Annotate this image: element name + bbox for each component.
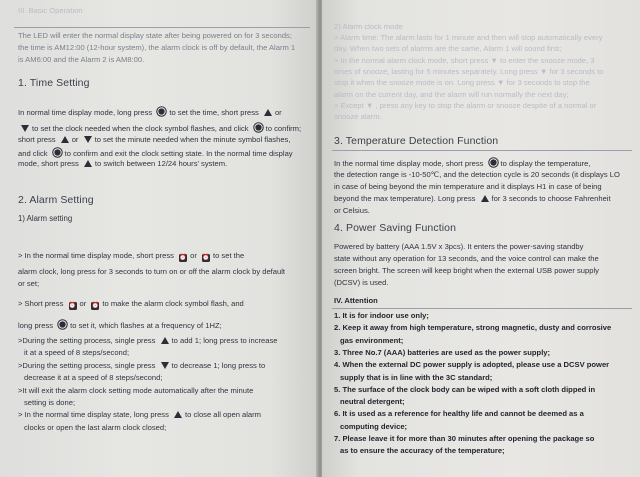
line-text: In normal time display mode, long press: [18, 108, 153, 117]
line-text: In the normal time display mode, short press: [334, 159, 484, 168]
alarm2-button-icon: ⏰: [202, 255, 210, 261]
line-text: to decrease 1; long press to: [171, 361, 266, 370]
time-setting-line: [18, 107, 282, 118]
line-text: to switch between 12/24 hours' system.: [94, 159, 228, 168]
set-gear-icon: [255, 124, 261, 130]
subheading-alarm-setting: 1) Alarm setting: [18, 214, 73, 223]
alarm-mode-line: times of snooze, lasting for 5 minutes separately. Long press ▼ for 3 seconds to: [334, 66, 604, 76]
alarm-mode-line: > In the normal alarm clock mode, short press ▼ to enter the snooze mode, 3: [334, 55, 595, 65]
attention-line: 1. It is for indoor use only;: [334, 311, 429, 320]
attention-line: as to ensure the accuracy of the temperature;: [340, 446, 505, 456]
heading-alarm-setting: 2. Alarm Setting: [18, 194, 94, 206]
alarm-mode-line: snooze alarm.: [334, 112, 382, 122]
up-triangle-icon: [264, 109, 272, 116]
line-text: or: [274, 108, 282, 117]
power-line: screen bright. The screen will keep bright when the external USB power supply: [334, 266, 599, 275]
line-text: it at a speed of 8 steps/second;: [24, 348, 130, 357]
alarm-setting-line: [18, 410, 261, 420]
alarm-setting-line: [18, 361, 265, 371]
left-page: [0, 0, 318, 477]
up-triangle-icon: [161, 337, 169, 344]
alarm-setting-line: [18, 299, 244, 310]
line-text: the detection range is -10-50℃, and the detection cycle is 20 seconds (it displays LO: [334, 170, 620, 179]
temperature-line: [334, 194, 611, 204]
up-triangle-icon: [174, 411, 182, 418]
intro-line: the time is AM12:00 (12-hour system), the alarm clock is off by default, the Alarm 1: [18, 43, 296, 52]
line-text: >During the setting process, single press: [18, 361, 156, 370]
line-text: to make the alarm clock symbol flash, and: [102, 299, 244, 308]
alarm1-button-icon: ⏰: [68, 303, 77, 309]
heading-attention: IV. Attention: [334, 296, 378, 305]
alarm-mode-line: day. When two sets of alarms are the same, Alarm 1 will sound first;: [334, 44, 562, 54]
line-text: to confirm;: [265, 124, 302, 133]
set-gear-icon: [54, 149, 60, 155]
alarm1-button-icon: ⏰: [179, 255, 187, 261]
down-triangle-icon: [161, 362, 169, 369]
line-text: to set the: [212, 251, 245, 260]
line-text: to set the time, short press: [169, 108, 259, 117]
line-text: alarm clock, long press for 3 seconds to turn on or off the alarm clock by default: [18, 267, 286, 276]
attention-line: supply that is in line with the 3C standard;: [340, 372, 493, 382]
heading-temperature: 3. Temperature Detection Function: [334, 135, 499, 147]
attention-line: 4. When the external DC power supply is adopted, please use a DCSV power: [334, 360, 610, 370]
line-text: and click: [18, 149, 48, 158]
line-text: to close all open alarm: [185, 410, 262, 419]
line-text: or set;: [18, 279, 40, 288]
line-text: mode, short press: [18, 159, 79, 168]
line-text: to set the minute needed when the minute symbol flashes,: [94, 135, 291, 144]
line-text: to display the temperature,: [500, 159, 591, 168]
right-page: [322, 0, 640, 477]
down-triangle-icon: [21, 125, 29, 132]
set-gear-icon: [60, 321, 66, 327]
section-title: III. Basic Operation: [18, 6, 83, 15]
line-text: to add 1; long press to increase: [171, 336, 278, 345]
time-setting-line: [18, 123, 301, 134]
line-text: or: [79, 299, 87, 308]
line-text: or Celsius.: [334, 206, 370, 215]
alarm2-button-icon: ⏰: [91, 303, 100, 309]
alarm-setting-line: [24, 348, 129, 358]
up-triangle-icon: [61, 136, 69, 143]
alarm-mode-line: > Except ▼ , press any key to stop the alarm or snooze despite of a normal or: [334, 100, 597, 110]
attention-rule: [332, 308, 632, 309]
power-line: Powered by battery (AAA 1.5V x 3pcs). It enters the power-saving standby: [334, 242, 584, 251]
line-text: short press: [18, 135, 56, 144]
line-text: or: [71, 135, 79, 144]
header-rule: [14, 27, 310, 28]
line-text: > Short press: [18, 299, 64, 308]
line-text: > In the normal time display state, long press: [18, 410, 169, 419]
up-triangle-icon: [481, 195, 489, 202]
intro-line: The LED will enter the normal display state after being powered on for 3 seconds;: [18, 31, 292, 40]
attention-line: 6. It is used as a reference for healthy life and cannot be deemed as a: [334, 409, 584, 419]
line-text: to confirm and exit the clock setting state. In the normal time display: [64, 149, 293, 158]
line-text: > In the normal time display mode, short press: [18, 251, 174, 260]
attention-line: neutral detergent;: [340, 397, 405, 407]
time-setting-line: [18, 148, 293, 159]
temperature-line: [334, 182, 602, 192]
attention-line: computing device;: [340, 421, 408, 431]
attention-line: 2. Keep it away from high temperature, strong magnetic, dusty and corrosive: [334, 323, 612, 333]
alarm-setting-line: [24, 373, 162, 383]
alarm-mode-line: > Alarm time: The alarm lasts for 1 minute and then will stop automatically every: [334, 33, 603, 42]
temperature-line: [334, 170, 620, 180]
alarm-setting-line: [24, 423, 166, 433]
alarm-setting-line: [18, 267, 285, 277]
alarm-setting-line: [18, 279, 39, 289]
line-text: beyond the max temperature). Long press: [334, 194, 476, 203]
heading-power: 4. Power Saving Function: [334, 222, 457, 234]
heading-time-setting: 1. Time Setting: [18, 77, 90, 89]
power-line: (DCSV) is used.: [334, 278, 389, 287]
power-line: state without any operation for 13 seconds, and the voice control can make the: [334, 254, 599, 263]
alarm-mode-line: alarm on the current day, and the alarm will run normally the next day;: [334, 89, 569, 99]
line-text: >During the setting process, single press: [18, 336, 156, 345]
heading-alarm-mode: 2) Alarm clock mode: [334, 22, 403, 31]
temperature-line: [334, 206, 370, 216]
section-rule: [332, 150, 632, 151]
alarm-setting-line: [18, 320, 222, 331]
line-text: long press: [18, 321, 54, 330]
alarm-mode-line: stop it when the snooze mode is on. Long press ▼ for 3 seconds to stop the: [334, 78, 590, 88]
temperature-line: [334, 158, 590, 169]
down-triangle-icon: [84, 136, 92, 143]
line-text: >It will exit the alarm clock setting mode automatically after the minute: [18, 386, 254, 395]
attention-line: 5. The surface of the clock body can be wiped with a soft cloth dipped in: [334, 384, 596, 394]
intro-line: is AM6:00 and the Alarm 2 is AM8:00.: [18, 55, 145, 64]
line-text: in case of being beyond the min temperature and it displays H1 in case of being: [334, 182, 602, 191]
time-setting-line: [18, 159, 227, 169]
line-text: clocks or open the last alarm clock closed;: [24, 423, 167, 432]
attention-line: 3. Three No.7 (AAA) batteries are used as the power supply;: [334, 347, 551, 357]
alarm-setting-line: [24, 398, 75, 408]
line-text: setting is done;: [24, 398, 76, 407]
line-text: to set the clock needed when the clock symbol flashes, and click: [32, 124, 249, 133]
alarm-setting-line: [18, 251, 244, 262]
set-gear-icon: [159, 108, 165, 114]
line-text: for 3 seconds to choose Fahrenheit: [491, 194, 611, 203]
line-text: or: [190, 251, 197, 260]
time-setting-line: [18, 135, 290, 145]
set-gear-icon: [490, 159, 496, 165]
attention-line: gas environment;: [340, 335, 404, 345]
attention-line: 7. Please leave it for more than 30 minutes after opening the package so: [334, 434, 595, 443]
up-triangle-icon: [84, 160, 92, 167]
alarm-setting-line: [18, 336, 278, 346]
line-text: to set it, which flashes at a frequency of 1HZ;: [70, 321, 222, 330]
alarm-setting-line: [18, 386, 253, 396]
line-text: decrease it at a speed of 8 steps/second;: [24, 373, 163, 382]
